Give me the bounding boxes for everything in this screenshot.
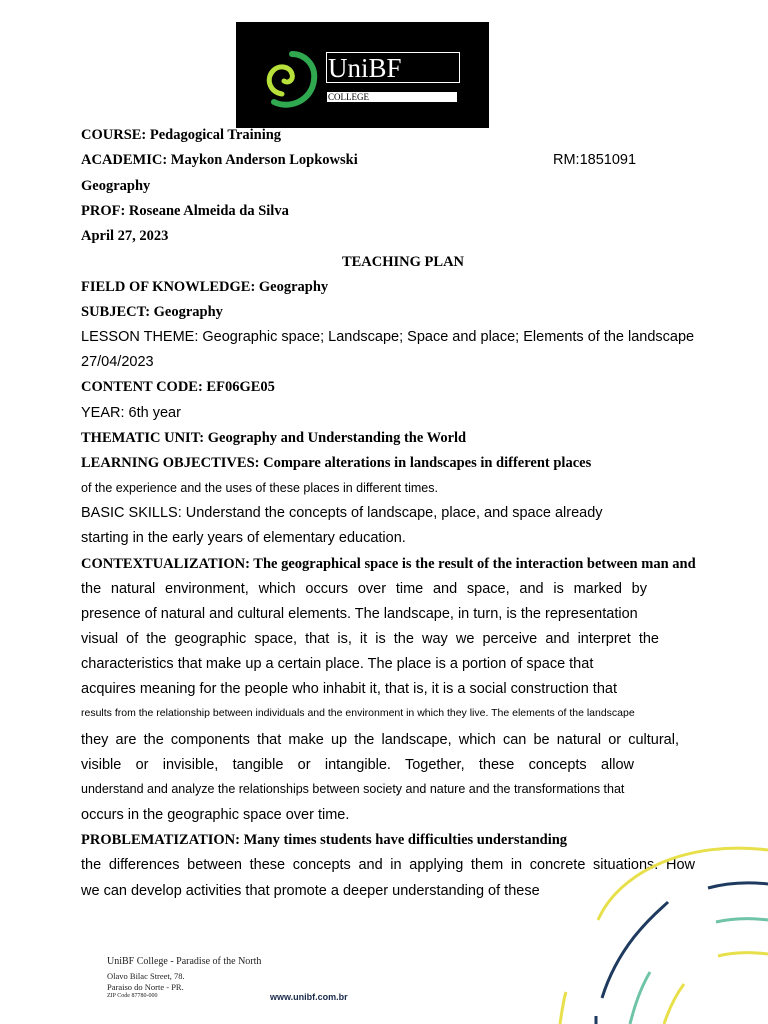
learning-objectives-cont: of the experience and the uses of these places in different times. <box>81 481 438 495</box>
contextualization-line: visible or invisible, tangible or intangible. Together, these concepts allow <box>81 757 634 773</box>
logo-subtitle: COLLEGE <box>327 92 457 102</box>
contextualization-line: occurs in the geographic space over time. <box>81 807 350 823</box>
school-year: YEAR: 6th year <box>81 405 181 421</box>
professor-line: PROF: Roseane Almeida da Silva <box>81 203 289 219</box>
swirl-logo-icon <box>260 48 322 110</box>
basic-skills-cont: starting in the early years of elementary education. <box>81 530 406 546</box>
thematic-unit: THEMATIC UNIT: Geography and Understanding the World <box>81 430 467 446</box>
contextualization-line: characteristics that make up a certain place. The place is a portion of space that <box>81 656 594 672</box>
lesson-theme: LESSON THEME: Geographic space; Landscape; Space and place; Elements of the landscape <box>81 329 695 345</box>
contextualization-line: the natural environment, which occurs over time and space, and is marked by <box>81 581 647 597</box>
document-title: TEACHING PLAN <box>341 254 465 270</box>
footer-zip: ZIP Code 87780-000 <box>107 993 158 999</box>
decorative-arcs-icon <box>540 820 768 1024</box>
lesson-theme-date: 27/04/2023 <box>81 354 154 370</box>
basic-skills: BASIC SKILLS: Understand the concepts of landscape, place, and space already <box>81 505 603 521</box>
logo-name: UniBF <box>326 52 460 83</box>
footer-college: UniBF College - Paradise of the North <box>107 956 262 967</box>
content-code: CONTENT CODE: EF06GE05 <box>81 379 275 395</box>
contextualization-line: understand and analyze the relationships between society and nature and the transformations that <box>81 782 625 796</box>
contextualization-line: acquires meaning for the people who inhabit it, that is, it is a social construction that <box>81 681 617 697</box>
problematization-line: PROBLEMATIZATION: Many times students have difficulties understanding <box>81 832 568 848</box>
field-of-knowledge: FIELD OF KNOWLEDGE: Geography <box>81 279 329 295</box>
footer-city: Paraiso do Norte - PR. <box>107 982 184 992</box>
academic-line: ACADEMIC: Maykon Anderson Lopkowski <box>81 152 358 168</box>
course-line: COURSE: Pedagogical Training <box>81 127 282 143</box>
footer-street: Olavo Bilac Street, 78. <box>107 971 185 981</box>
subject: SUBJECT: Geography <box>81 304 223 320</box>
problematization-line: we can develop activities that promote a deeper understanding of these <box>81 883 540 899</box>
problematization-line: the differences between these concepts and in applying them in concrete situations. How <box>81 857 695 873</box>
contextualization-line: presence of natural and cultural elements. The landscape, in turn, is the representation <box>81 606 638 622</box>
rm-number: RM:1851091 <box>553 152 637 168</box>
footer-website: www.unibf.com.br <box>270 992 348 1002</box>
date-line: April 27, 2023 <box>81 228 169 244</box>
contextualization-line: CONTEXTUALIZATION: The geographical space is the result of the interaction between man and <box>81 556 696 572</box>
discipline-line: Geography <box>81 178 151 194</box>
contextualization-line: results from the relationship between individuals and the environment in which they live. The elements of the landscape <box>81 707 635 719</box>
contextualization-line: they are the components that make up the landscape, which can be natural or cultural, <box>81 732 679 748</box>
contextualization-line: visual of the geographic space, that is, it is the way we perceive and interpret the <box>81 631 659 647</box>
learning-objectives: LEARNING OBJECTIVES: Compare alterations in landscapes in different places <box>81 455 592 471</box>
college-logo <box>236 22 489 128</box>
